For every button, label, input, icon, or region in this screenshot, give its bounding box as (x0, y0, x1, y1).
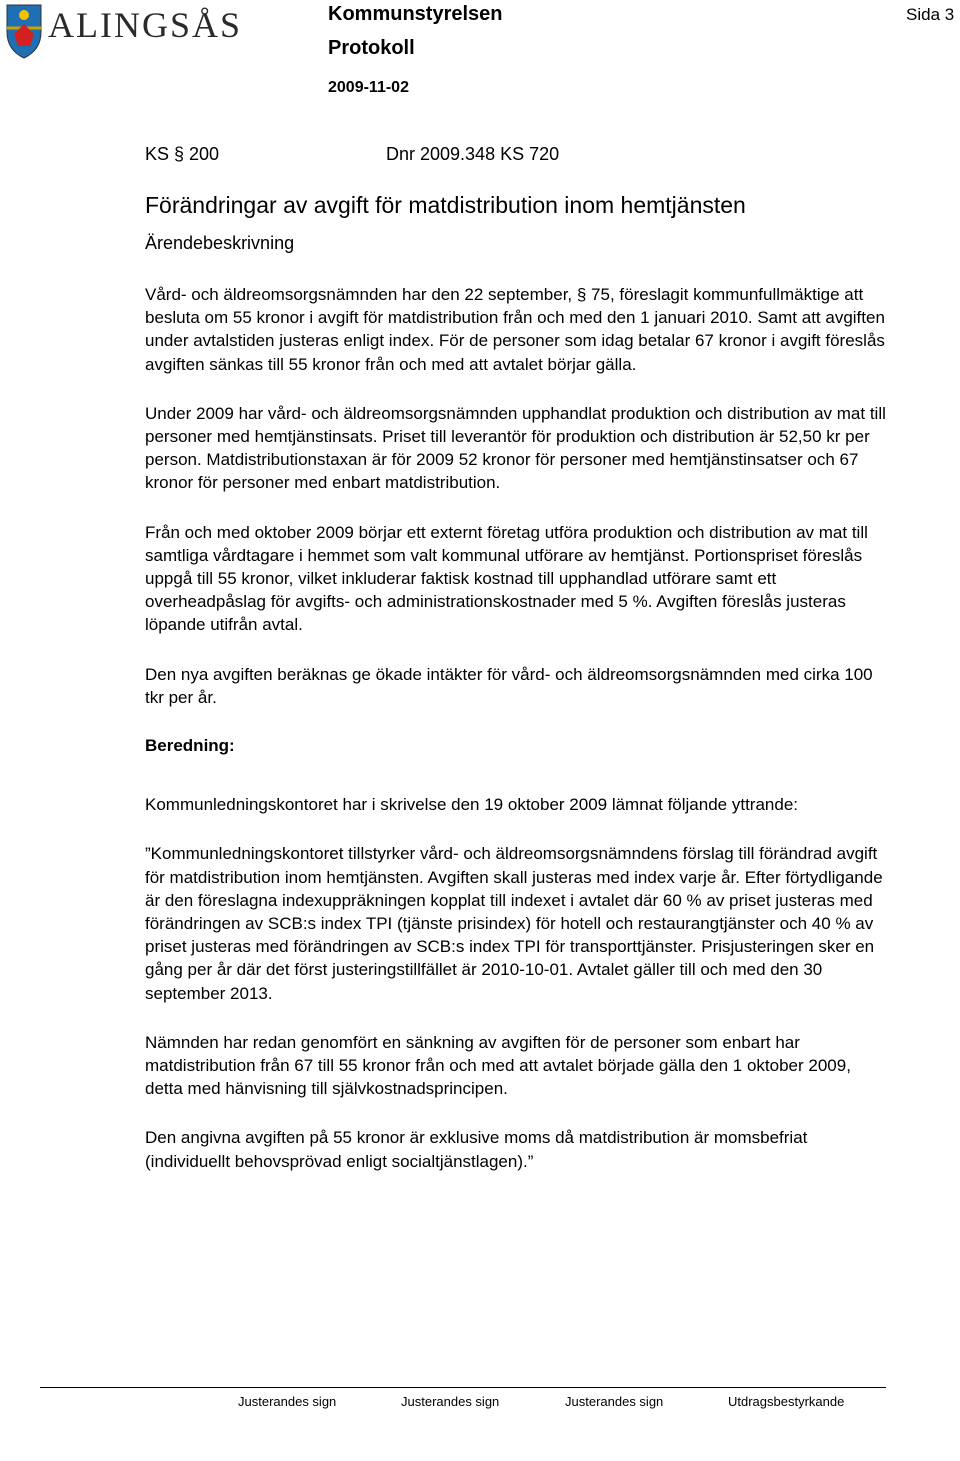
signature-field-2: Justerandes sign (401, 1394, 500, 1409)
quoted-paragraph: ”Kommunledningskontoret tillstyrker vård- och äldreomsorgsnämndens förslag till förändrad avgift för matdistribution inom hemtjänsten. Avgiften skall justeras med index varje år. Efter förtydligande är den föreslagna indexuppräkningen kopplat till indexet i avtalet där 60 % av priset justeras med förändringen av SCB:s index TPI (tjänste prisindex) för hotell och restaurangtjänster och 40 % av priset justeras med förändringen av SCB:s index TPI för transporttjänster. Prisjusteringen sker en gång per år där det först justeringstillfället är 2010-10-01. Avtalet gäller till och med den 30 september 2013. (145, 844, 883, 1003)
alingsas-logo (4, 2, 254, 62)
quoted-paragraph: Den angivna avgiften på 55 kronor är exklusive moms då matdistribution är momsbefriat (individuellt behovsprövad enligt socialtjänstlagen).” (145, 1128, 808, 1171)
page-number: Sida 3 (906, 5, 955, 24)
body-paragraph: Den nya avgiften beräknas ge ökade intäkter för vård- och äldreomsorgsnämnden med cirka 100 tkr per år. (145, 664, 873, 707)
document-type: Protokoll (328, 37, 415, 59)
beredning-heading: Beredning: (145, 736, 235, 756)
protocol-body (145, 143, 890, 1173)
footer-divider (40, 1387, 886, 1388)
body-paragraph: Från och med oktober 2009 börjar ett externt företag utföra produktion och distribution av mat till samtliga vårdtagare i hemmet som valt kommunal utförare av hemtjänst. Portionspriset föreslås uppgå till 55 kronor, vilket inkluderar faktisk kostnad till upphandlad utförare samt ett overheadpåslag för avgifts- och administrationskostnader med 5 %. Avgiften föreslås justeras löpande utifrån avtal. (145, 522, 868, 635)
organization-name: Kommunstyrelsen (328, 3, 503, 25)
logo-text: ALINGSÅS (48, 5, 243, 45)
signature-footer (40, 1387, 886, 1409)
body-paragraph: Under 2009 har vård- och äldreomsorgsnämnden upphandlat produktion och distribution av mat till personer med hemtjänstinsats. Priset till leverantör för produktion och distribution är 52,50 kr per person. Matdistributionstaxan är för 2009 52 kronor för personer med hemtjänstinsatser och 67 kronor för personer med enbart matdistribution. (145, 403, 886, 493)
signature-field-3: Justerandes sign (565, 1394, 664, 1409)
signature-field-1: Justerandes sign (238, 1394, 337, 1409)
reference-line (145, 143, 890, 167)
page-header (0, 0, 960, 120)
extract-certified-field: Utdragsbestyrkande (728, 1394, 845, 1409)
coat-of-arms-icon (4, 2, 44, 60)
meeting-date: 2009-11-02 (328, 79, 409, 96)
diary-number: Dnr 2009.348 KS 720 (386, 144, 560, 164)
body-paragraph: Kommunledningskontoret har i skrivelse den 19 oktober 2009 lämnat följande yttrande: (145, 795, 798, 815)
section-heading: Ärendebeskrivning (145, 233, 295, 253)
quoted-paragraph: Nämnden har redan genomfört en sänkning av avgiften för de personer som enbart har matdistribution från 67 till 55 kronor från och med att avtalet började gälla den 1 oktober 2009, detta med hänvisning till självkostnadsprincipen. (145, 1032, 851, 1099)
paragraph-number: KS § 200 (145, 144, 220, 164)
document-title: Förändringar av avgift för matdistribution inom hemtjänsten (145, 192, 746, 218)
body-paragraph: Vård- och äldreomsorgsnämnden har den 22 september, § 75, föreslagit kommunfullmäktige att besluta om 55 kronor i avgift för matdistribution från och med den 1 januari 2010. Samt att avgiften under avtalstiden justeras enligt index. För de personer som idag betalar 67 kronor i avgift föreslås avgiften sänkas till 55 kronor från och med att avtalet börjar gälla. (145, 285, 885, 374)
